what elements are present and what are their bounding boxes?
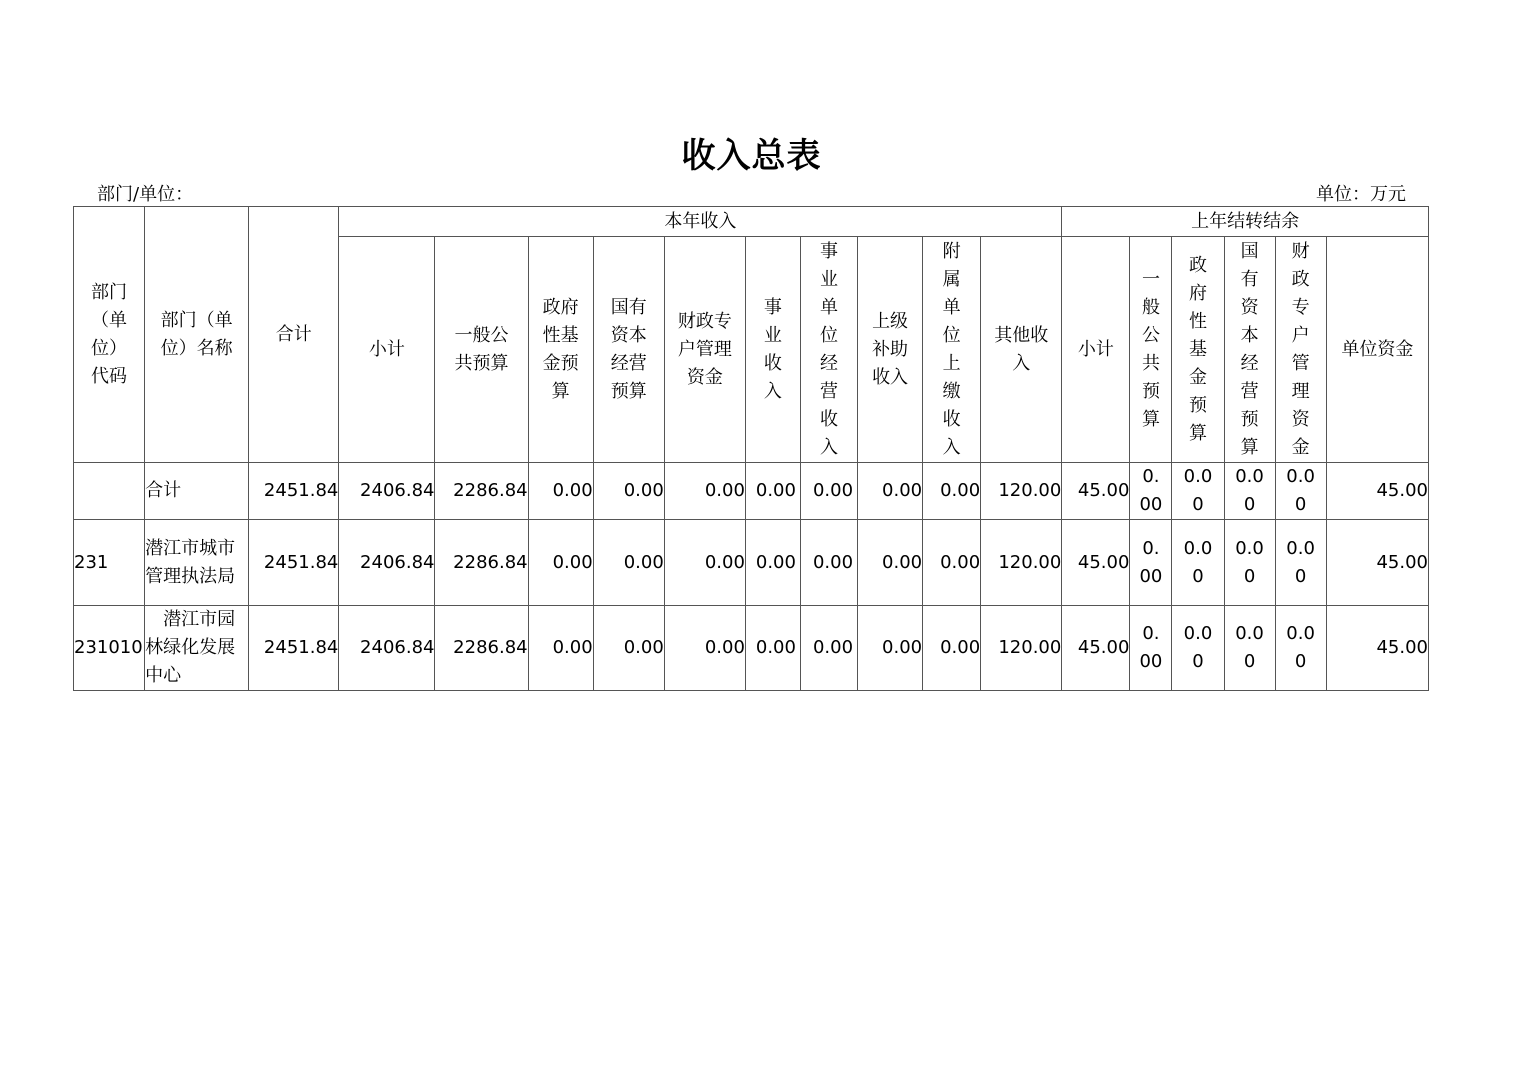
cell-py-general: 0.00 — [1130, 606, 1172, 691]
cell-cy-operating: 0.00 — [800, 463, 857, 520]
cell-py-state: 0.00 — [1224, 520, 1275, 606]
cell-cy-affiliated: 0.00 — [923, 520, 981, 606]
table-row — [74, 520, 1429, 606]
cell-py-govfund: 0.00 — [1172, 606, 1224, 691]
table-row — [74, 606, 1429, 691]
cell-cy-special: 0.00 — [664, 463, 745, 520]
header-cy-superior: 上级补助收入 — [858, 237, 923, 463]
cell-cy-subtotal: 2406.84 — [339, 520, 435, 606]
cell-cy-govfund: 0.00 — [528, 463, 593, 520]
cell-cy-other: 120.00 — [981, 463, 1062, 520]
cell-cy-operating: 0.00 — [800, 520, 857, 606]
unit-label: 单位：万元 — [1316, 184, 1406, 205]
page-title: 收入总表 — [681, 136, 822, 176]
cell-cy-subtotal: 2406.84 — [339, 606, 435, 691]
cell-cy-general: 2286.84 — [435, 606, 528, 691]
header-cy-state: 国有资本经营预算 — [593, 237, 664, 463]
header-prev-year-carryover: 上年结转结余 — [1062, 207, 1429, 237]
cell-py-subtotal: 45.00 — [1062, 463, 1130, 520]
header-py-state: 国有资本经营预算 — [1224, 237, 1275, 463]
cell-cy-business: 0.00 — [745, 520, 800, 606]
cell-cy-state: 0.00 — [593, 520, 664, 606]
cell-py-state: 0.00 — [1224, 463, 1275, 520]
cell-cy-operating: 0.00 — [800, 606, 857, 691]
department-label: 部门/单位： — [97, 184, 194, 205]
header-current-year-income: 本年收入 — [339, 207, 1062, 237]
header-py-general: 一般公共预算 — [1130, 237, 1172, 463]
cell-py-unitfund: 45.00 — [1326, 520, 1428, 606]
cell-py-special: 0.00 — [1275, 606, 1326, 691]
header-py-govfund: 政府性基金预算 — [1172, 237, 1224, 463]
header-py-special: 财政专户管理资金 — [1275, 237, 1326, 463]
header-total: 合计 — [249, 207, 339, 463]
header-cy-affiliated: 附属单位上缴收入 — [923, 237, 981, 463]
cell-cy-other: 120.00 — [981, 606, 1062, 691]
header-cy-operating: 事业单位经营收入 — [800, 237, 857, 463]
cell-py-state: 0.00 — [1224, 606, 1275, 691]
cell-cy-special: 0.00 — [664, 520, 745, 606]
header-cy-business: 事业收入 — [745, 237, 800, 463]
cell-py-special: 0.00 — [1275, 520, 1326, 606]
cell-cy-special: 0.00 — [664, 606, 745, 691]
cell-total: 2451.84 — [249, 606, 339, 691]
cell-total: 2451.84 — [249, 520, 339, 606]
cell-py-unitfund: 45.00 — [1326, 606, 1428, 691]
cell-cy-subtotal: 2406.84 — [339, 463, 435, 520]
cell-name: 潜江市城市管理执法局 — [145, 520, 249, 606]
cell-cy-business: 0.00 — [745, 463, 800, 520]
header-cy-subtotal: 小计 — [339, 237, 435, 463]
cell-cy-superior: 0.00 — [858, 520, 923, 606]
cell-name: 潜江市园林绿化发展中心 — [145, 606, 249, 691]
header-name: 部门（单位）名称 — [145, 207, 249, 463]
cell-name: 合计 — [145, 463, 249, 520]
header-cy-special: 财政专户管理资金 — [664, 237, 745, 463]
cell-cy-business: 0.00 — [745, 606, 800, 691]
cell-code: 231010 — [74, 606, 145, 691]
header-cy-general: 一般公共预算 — [435, 237, 528, 463]
cell-cy-other: 120.00 — [981, 520, 1062, 606]
cell-code: 231 — [74, 520, 145, 606]
header-cy-other: 其他收入 — [981, 237, 1062, 463]
header-row-groups — [74, 207, 1429, 237]
cell-py-general: 0.00 — [1130, 520, 1172, 606]
cell-py-subtotal: 45.00 — [1062, 520, 1130, 606]
cell-cy-superior: 0.00 — [858, 463, 923, 520]
cell-cy-state: 0.00 — [593, 463, 664, 520]
cell-cy-superior: 0.00 — [858, 606, 923, 691]
cell-cy-govfund: 0.00 — [528, 520, 593, 606]
cell-py-govfund: 0.00 — [1172, 520, 1224, 606]
income-summary-table — [73, 206, 1429, 691]
table-row — [74, 463, 1429, 520]
cell-py-special: 0.00 — [1275, 463, 1326, 520]
cell-cy-affiliated: 0.00 — [923, 463, 981, 520]
cell-cy-general: 2286.84 — [435, 520, 528, 606]
header-py-unitfund: 单位资金 — [1326, 237, 1428, 463]
cell-py-unitfund: 45.00 — [1326, 463, 1428, 520]
header-cy-govfund: 政府性基金预算 — [528, 237, 593, 463]
cell-cy-affiliated: 0.00 — [923, 606, 981, 691]
header-code: 部门（单位）代码 — [74, 207, 145, 463]
cell-total: 2451.84 — [249, 463, 339, 520]
cell-py-subtotal: 45.00 — [1062, 606, 1130, 691]
cell-py-general: 0.00 — [1130, 463, 1172, 520]
cell-code — [74, 463, 145, 520]
cell-cy-general: 2286.84 — [435, 463, 528, 520]
cell-cy-govfund: 0.00 — [528, 606, 593, 691]
header-py-subtotal: 小计 — [1062, 237, 1130, 463]
cell-cy-state: 0.00 — [593, 606, 664, 691]
cell-py-govfund: 0.00 — [1172, 463, 1224, 520]
